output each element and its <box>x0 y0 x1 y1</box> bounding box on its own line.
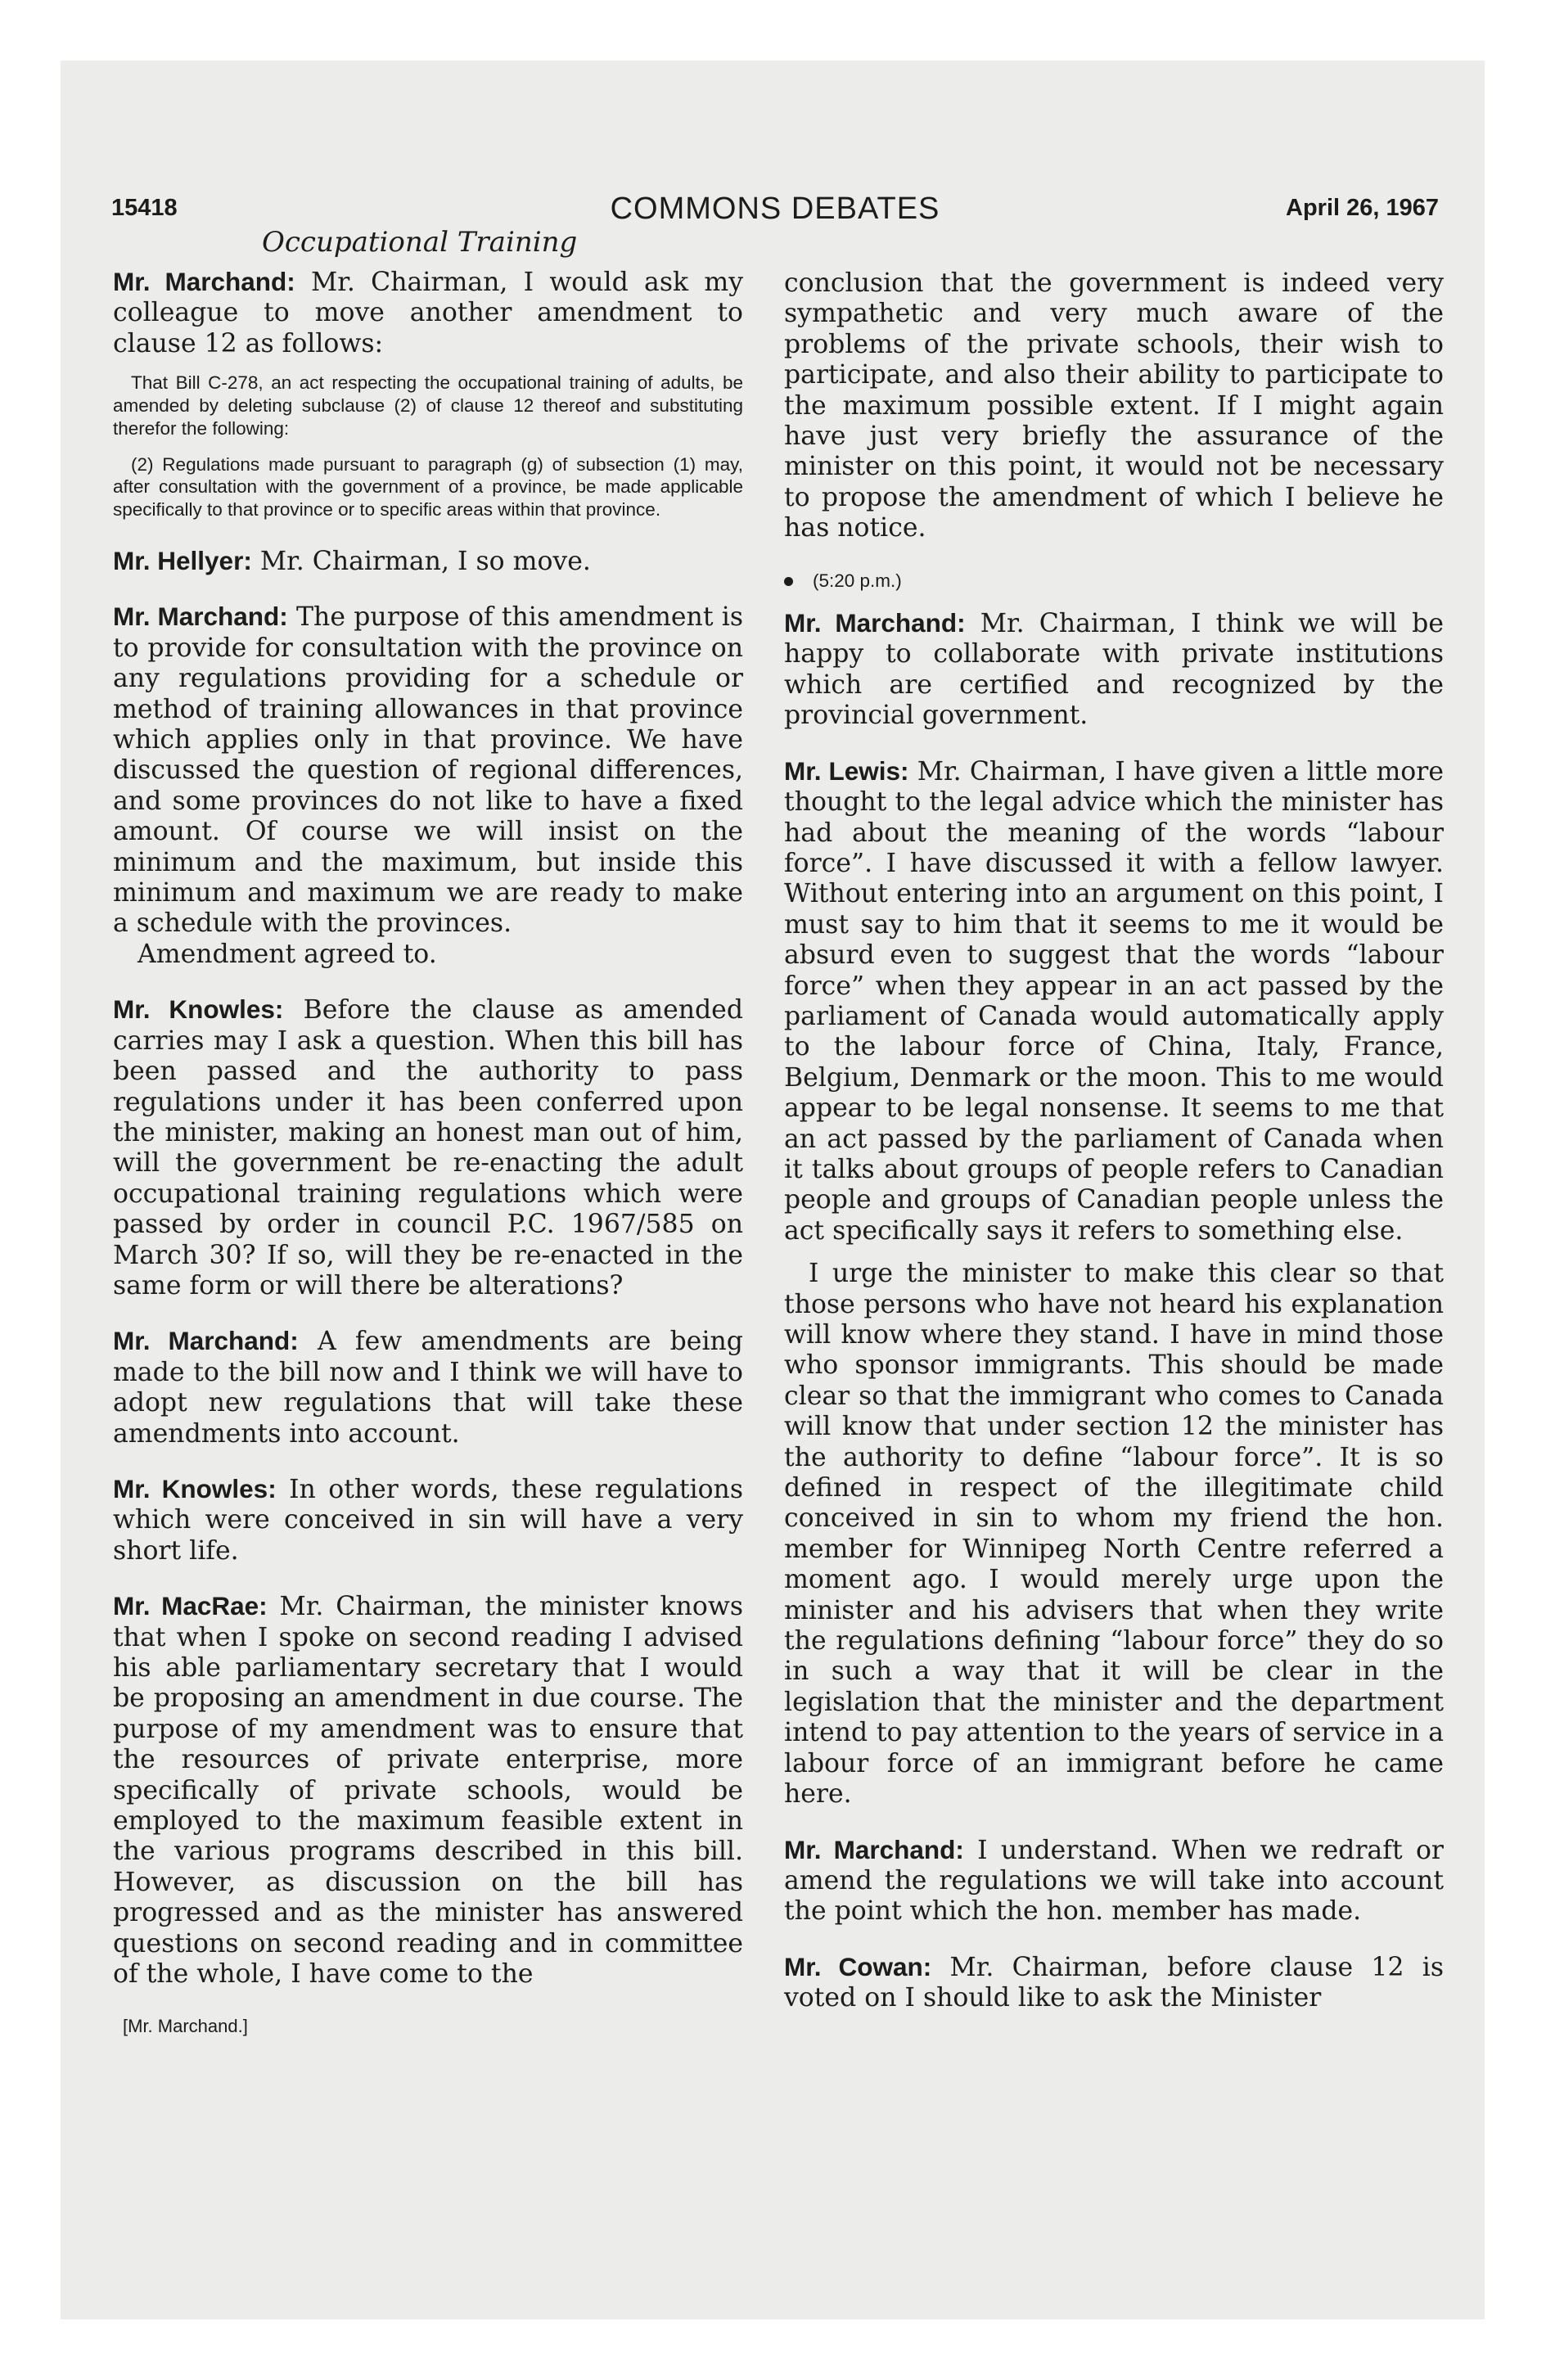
speaker-name: Mr. MacRae: <box>113 1591 268 1621</box>
speaker-name: Mr. Marchand: <box>113 267 295 296</box>
section-subject: Occupational Training <box>262 226 578 259</box>
paragraph <box>113 267 743 359</box>
speech-text: Mr. Chairman, I have given a little more thought to the legal advice which the minister has had about the meaning of the words “labour force”. I have discussed it with a fellow lawyer. Without entering into an argument on this point, I must say to him that it seems to me it would be absurd even to suggest that the words “labour force” when they appear in an act passed by the parliament of Canada would automatically apply to the labour force of China, Italy, France, Belgium, Denmark or the moon. This to me would appear to be legal nonsense. It seems to me that an act passed by the parliament of Canada when it talks about groups of people refers to Canadian people and groups of Canadian people unless the act specifically says it refers to something else. <box>784 756 1444 1246</box>
speech-text: Before the clause as amended carries may I ask a question. When this bill has been passed and the authority to pass regulations under it has been conferred upon the minister, making an honest man out of him, will the government be re-enacting the adult occupational training regulations which were passed by order in council P.C. 1967/585 on March 30? If so, will they be re-enacted in the same form or will there be alterations? <box>113 995 743 1300</box>
speaker-name: Mr. Marchand: <box>784 608 966 638</box>
paragraph: conclusion that the government is indeed very sympathetic and very much aware of the problems of the private schools, their wish to participate, and also their ability to participate to the maximum possible extent. If I might again have just very briefly the assurance of the minister on this point, it would not be necessary to propose the amendment of which I believe he has notice. <box>784 268 1444 543</box>
speech-text: Mr. Chairman, I so move. <box>251 547 591 576</box>
speech-text: Mr. Chairman, before clause 12 is voted on I should like to ask the Minister <box>784 1952 1444 2013</box>
bullet-icon <box>784 577 793 586</box>
time-marker <box>784 566 1444 596</box>
time-text: (5:20 p.m.) <box>813 570 902 591</box>
quoted-regulation <box>113 453 743 521</box>
paragraph <box>113 994 743 1301</box>
paragraph <box>784 756 1444 1247</box>
journal-title: COMMONS DEBATES <box>610 192 940 226</box>
speaker-name: Mr. Hellyer: <box>113 546 252 575</box>
procedural-note: Amendment agreed to. <box>137 939 437 969</box>
speaker-name: Mr. Marchand: <box>784 1834 964 1864</box>
footer-speaker-note: [Mr. Marchand.] <box>123 2016 248 2037</box>
speech-text: Mr. Chairman, I would ask my colleague to move another amendment to clause 12 as follows: <box>113 268 743 358</box>
paragraph <box>113 1474 743 1566</box>
paragraph <box>113 1591 743 1990</box>
paragraph <box>784 1952 1444 2014</box>
speech-text: In other words, these regulations which were conceived in sin will have a very short life. <box>113 1474 743 1566</box>
speech-text: A few amendments are being made to the bill now and I think we will have to adopt new regulations that will take these amendments into account. <box>113 1327 743 1449</box>
quote-text: That Bill C-278, an act respecting the occupational training of adults, be amended by deleting subclause (2) of clause 12 thereof and substituting therefor the following: <box>113 372 743 439</box>
paragraph <box>113 1326 743 1449</box>
left-column <box>113 267 743 2272</box>
speaker-name: Mr. Knowles: <box>113 1473 277 1503</box>
speech-text: Mr. Chairman, I think we will be happy to collaborate with private institutions which are certified and recognized by the provincial government. <box>784 609 1444 731</box>
speech-text: I understand. When we redraft or amend the regulations we will take into account the point which the hon. member has made. <box>784 1835 1444 1927</box>
right-column <box>784 268 1444 2274</box>
quoted-motion <box>113 372 743 439</box>
paragraph <box>784 608 1444 732</box>
speaker-name: Mr. Lewis: <box>784 755 909 786</box>
paragraph: I urge the minister to make this clear so that those persons who have not heard his explanation will know where they stand. I have in mind those who sponsor immigrants. This should be made clear so that the immigrant who comes to Canada will know that under section 12 the minister has the authority to define “labour force”. It is so defined in respect of the illegitimate child conceived in sin to whom my friend the hon. member for Winnipeg North Centre referred a moment ago. I would merely urge upon the minister and his advisers that when they write the regulations defining “labour force” they do so in such a way that it will be clear in the legislation that the minister and the department intend to pay attention to the years of service in a labour force of an immigrant before he came here. <box>784 1259 1444 1810</box>
speaker-name: Mr. Marchand: <box>113 602 288 632</box>
paragraph <box>113 602 743 939</box>
speech-text: The purpose of this amendment is to provide for consultation with the province on any regulations providing for a schedule or method of training allowances in that province which applies only in that province. We have discussed the question of regional differences, and some provinces do not like to have a fixed amount. Of course we will insist on the minimum and the maximum, but inside this minimum and maximum we are ready to make a schedule with the provinces. <box>113 602 743 939</box>
page-number: 15418 <box>111 195 178 221</box>
speech-text: Mr. Chairman, the minister knows that when I spoke on second reading I advised his able parliamentary secretary that I would be proposing an amendment in due course. The purpose of my amendment was to ensure that the resources of private enterprise, more specifically of private schools, would be employed to the maximum feasible extent in the various programs described in this bill. However, as discussion on the bill has progressed and as the minister has answered questions on second reading and in committee of the whole, I have come to the <box>113 1592 743 1990</box>
quote-text: (2) Regulations made pursuant to paragraph (g) of subsection (1) may, after consultation with the government of a province, be made applicable specifically to that province or to specific areas within that province. <box>113 453 743 521</box>
speaker-name: Mr. Knowles: <box>113 994 284 1025</box>
speaker-name: Mr. Cowan: <box>784 1951 932 1981</box>
paragraph <box>784 1835 1444 1927</box>
paragraph <box>113 546 743 577</box>
speaker-name: Mr. Marchand: <box>113 1326 299 1356</box>
issue-date: April 26, 1967 <box>1286 195 1439 221</box>
